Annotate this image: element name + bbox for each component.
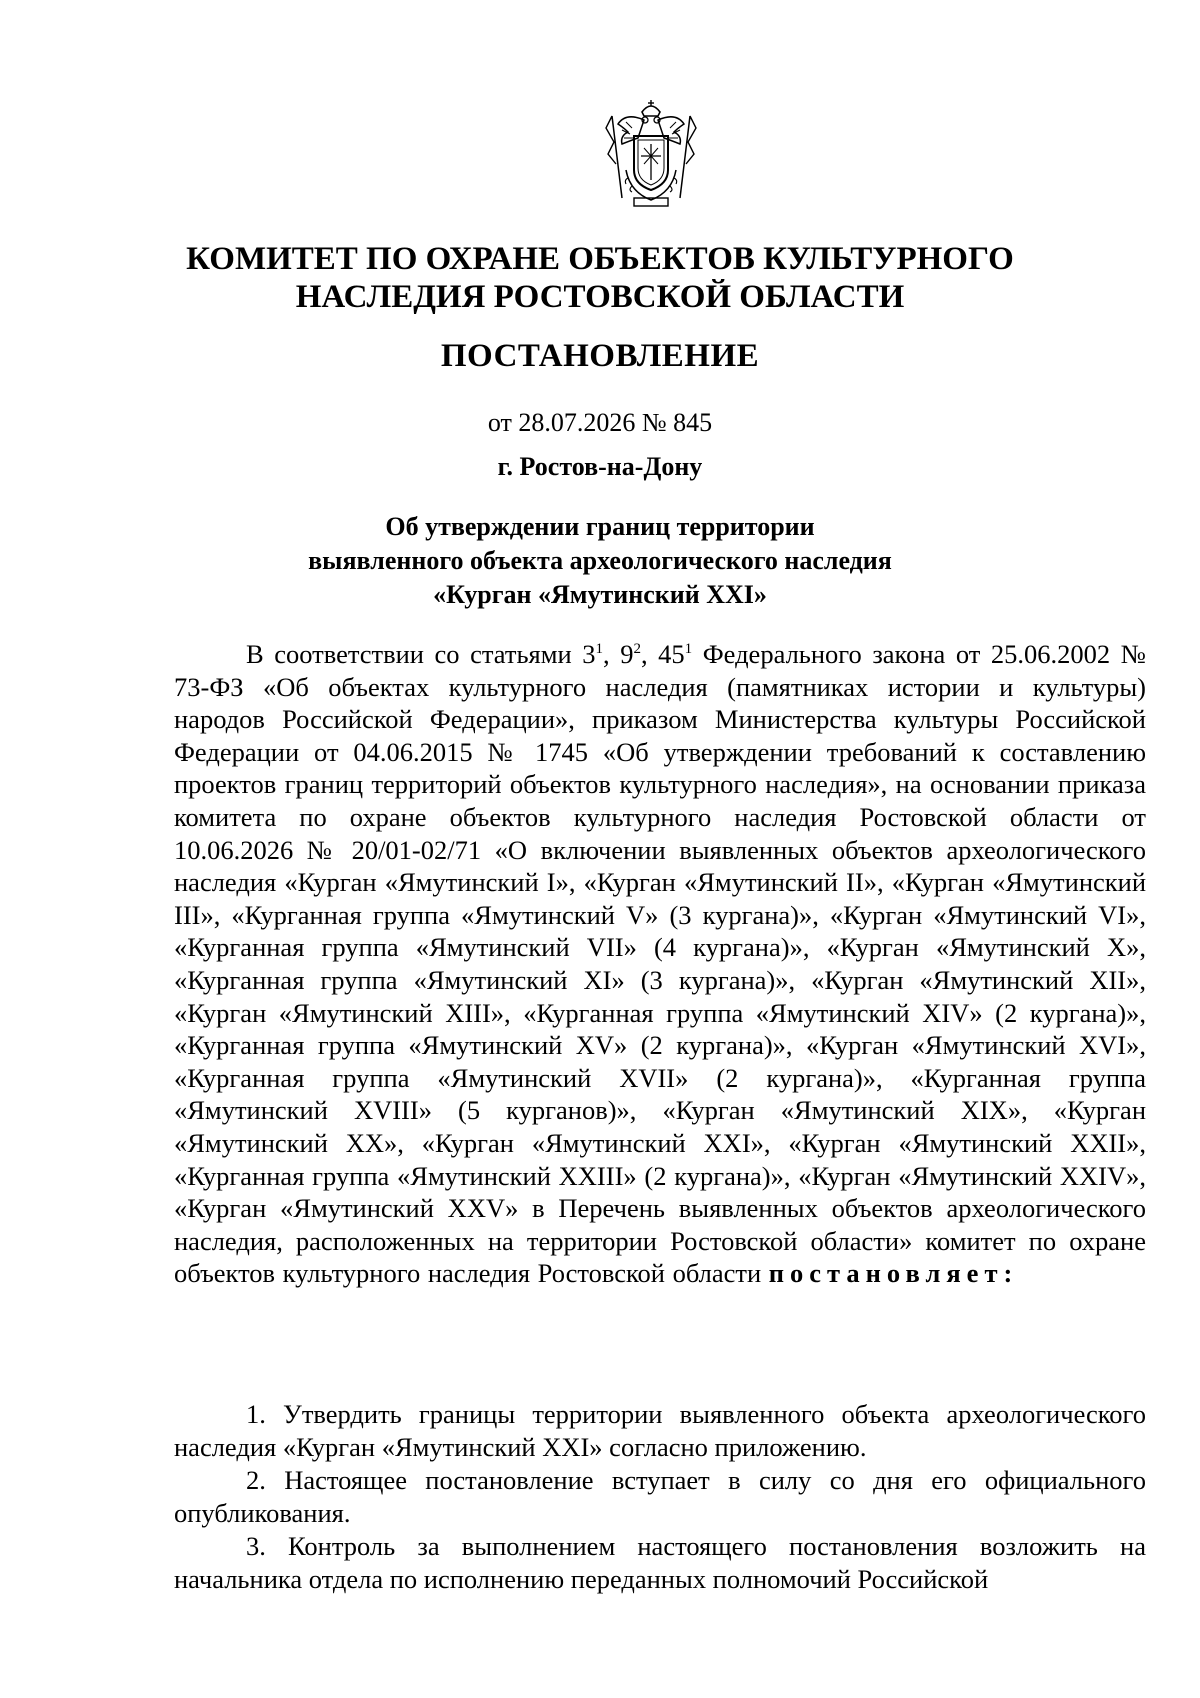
resolution-item-3: 3. Контроль за выполнением настоящего постановления возложить на начальника отдела по исполнению переданных полномочий Российской <box>174 1531 1146 1594</box>
organization-title <box>150 240 1050 316</box>
subject-line3: «Курган «Ямутинский XXI» <box>433 580 767 609</box>
preamble-paragraph <box>174 638 1146 1290</box>
resolution-item-1: 1. Утвердить границы территории выявленного объекта археологического наследия «Курган «Ямутинский XXI» согласно приложению. <box>174 1399 1146 1462</box>
article-superscript-3: 1 <box>684 641 693 658</box>
preamble-text-3: , 45 <box>640 639 685 669</box>
coat-of-arms-icon <box>604 98 698 210</box>
document-type: ПОСТАНОВЛЕНИЕ <box>440 338 760 374</box>
resolution-item-2: 2. Настоящее постановление вступает в силу со дня его официального опубликования. <box>174 1465 1146 1528</box>
preamble-text-2: , 9 <box>603 639 634 669</box>
document-subject <box>150 510 1050 612</box>
preamble <box>174 638 1146 1290</box>
preamble-text-1: В соответствии со статьями 3 <box>246 639 596 669</box>
document-date-number: от 28.07.2026 № 845 <box>487 408 713 437</box>
organization-title-line1: КОМИТЕТ ПО ОХРАНЕ ОБЪЕКТОВ КУЛЬТУРНОГО <box>186 241 1014 277</box>
article-superscript-2: 2 <box>633 641 641 658</box>
resolves-word: постановляет: <box>768 1258 1019 1289</box>
organization-title-line2: НАСЛЕДИЯ РОСТОВСКОЙ ОБЛАСТИ <box>295 279 905 315</box>
subject-line2: выявленного объекта археологического наследия <box>308 546 892 575</box>
preamble-text-4: Федерального закона от 25.06.2002 № 73-ФЗ «Об объектах культурного наследия (памятниках истории и культуры) народов Российской Федерации», приказом Министерства культуры Российской Федерации от 04.06.2015 № 1745 «Об утверждении требований к составлению проектов границ территорий объектов культурного наследия», на основании приказа комитета по охране объектов культурного наследия Ростовской области от 10.06.2026 № 20/01-02/71 «О включении выявленных объектов археологического наследия «Курган «Ямутинский I», «Курган «Ямутинский II», «Курган «Ямутинский III», «Курганная группа «Ямутинский V» (3 кургана)», «Курган «Ямутинский VI», «Курганная группа «Ямутинский VII» (4 кургана)», «Курган «Ямутинский X», «Курганная группа «Ямутинский XI» (3 кургана)», «Курган «Ямутинский XII», «Курган «Ямутинский XIII», «Курганная группа «Ямутинский XIV» (2 кургана)», «Курганная группа «Ямутинский XV» (2 кургана)», «Курган «Ямутинский XVI», «Курганная группа «Ямутинский XVII» (2 кургана)», «Курганная группа «Ямутинский XVIII» (5 курганов)», «Курган «Ямутинский XIX», «Курган «Ямутинский XX», «Курган «Ямутинский XXI», «Курган «Ямутинский XXII», «Курганная группа «Ямутинский XXIII» (2 кургана)», «Курган «Ямутинский XXIV», «Курган «Ямутинский XXV» в Перечень выявленных объектов археологического наследия, расположенных на территории Ростовской области» комитет по охране объектов культурного наследия Ростовской области <box>174 639 1147 1289</box>
document-city: г. Ростов-на-Дону <box>497 452 703 481</box>
resolution-items <box>174 1398 1146 1596</box>
article-superscript-1: 1 <box>595 641 603 658</box>
subject-line1: Об утверждении границ территории <box>385 512 815 541</box>
